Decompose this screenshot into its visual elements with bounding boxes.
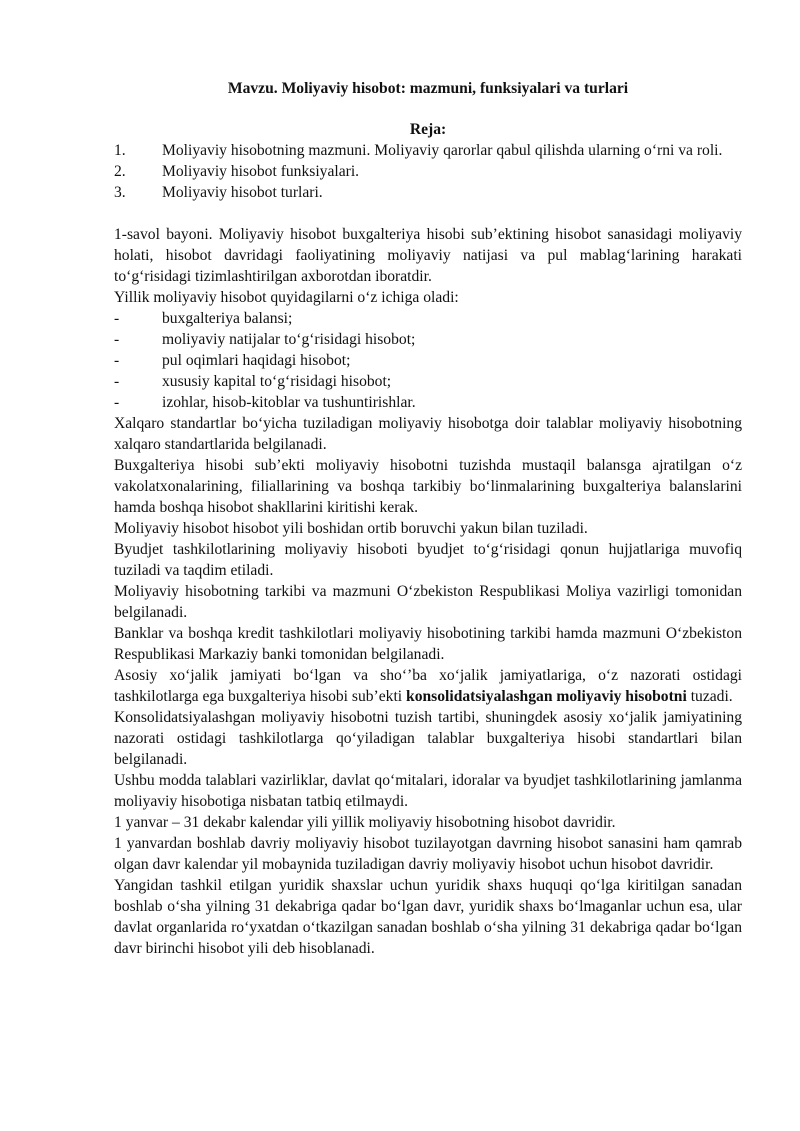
list-item-text: moliyaviy natijalar to‘g‘risidagi hisobot; xyxy=(162,331,416,348)
list-item xyxy=(114,392,742,413)
paragraph: 1-savol bayoni. Moliyaviy hisobot buxgalteriya hisobi sub’ektining hisobot sanasidagi moliyaviy holati, hisobot davridagi faoliyatining moliyaviy natijasi va pul mablag‘larining harakati to‘g‘risidagi tizimlashtirilgan axborotdan iboratdir. xyxy=(114,226,742,285)
plan-item-3 xyxy=(114,182,742,203)
list-item-text: xususiy kapital to‘g‘risidagi hisobot; xyxy=(162,373,392,390)
paragraph: Byudjet tashkilotlarining moliyaviy hisoboti byudjet to‘g‘risidagi qonun hujjatlariga muvofiq tuziladi va taqdim etiladi. xyxy=(114,541,742,579)
paragraph: Yangidan tashkil etilgan yuridik shaxslar uchun yuridik shaxs huquqi qo‘lga kiritilgan sanadan boshlab o‘sha yilning 31 dekabriga qadar bo‘lgan davr, yuridik shaxs bo‘lmaganlar uchun esa, ular davlat organlarida ro‘yxatdan o‘tkazilgan sanadan boshlab o‘sha yilning 31 dekabriga qadar bo‘lgan davr birinchi hisobot yili deb hisoblanadi. xyxy=(114,877,742,957)
paragraph: 1 yanvar – 31 dekabr kalendar yili yillik moliyaviy hisobotning hisobot davridir. xyxy=(114,814,616,831)
paragraph: Yillik moliyaviy hisobot quyidagilarni o‘z ichiga oladi: xyxy=(114,289,459,306)
plan-item-number: 3. xyxy=(114,184,126,201)
plan-item-text: Moliyaviy hisobot funksiyalari. xyxy=(162,163,360,180)
plan-heading: Reja: xyxy=(409,121,447,138)
list-item-text: izohlar, hisob-kitoblar va tushuntirishlar. xyxy=(162,394,416,411)
paragraph-text: Asosiy xo‘jalik jamiyati bo‘lgan va sho‘’ba xo‘jalik jamiyatlariga, o‘z nazorati ostidagi tashkilotlarga ega buxgalteriya hisobi sub’ekti xyxy=(114,667,742,705)
plan-item-1 xyxy=(114,140,742,161)
list-item-text: pul oqimlari haqidagi hisobot; xyxy=(162,352,351,369)
list-dash: - xyxy=(114,331,120,348)
bold-term: konsolidatsiyalashgan moliyaviy hisobotni xyxy=(406,688,687,705)
list-item xyxy=(114,329,742,350)
paragraph: Moliyaviy hisobotning tarkibi va mazmuni O‘zbekiston Respublikasi Moliya vazirligi tomonidan belgilanadi. xyxy=(114,583,742,621)
paragraph: Ushbu modda talablari vazirliklar, davlat qo‘mitalari, idoralar va byudjet tashkilotlarining jamlanma moliyaviy hisobotiga nisbatan tatbiq etilmaydi. xyxy=(114,772,742,810)
paragraph: Xalqaro standartlar bo‘yicha tuziladigan moliyaviy hisobotga doir talablar moliyaviy hisobotning xalqaro standartlarida belgilanadi. xyxy=(114,415,742,453)
list-dash: - xyxy=(114,310,120,327)
document-page xyxy=(114,78,742,959)
plan-item-text: Moliyaviy hisobot turlari. xyxy=(162,184,323,201)
paragraph: 1 yanvardan boshlab davriy moliyaviy hisobot tuzilayotgan davrning hisobot sanasini ham qamrab olgan davr kalendar yil mobaynida tuziladigan davriy moliyaviy hisobot uchun hisobot davridir. xyxy=(114,835,742,873)
plan-item-number: 1. xyxy=(114,142,126,159)
plan-item-2 xyxy=(114,161,742,182)
paragraph: Moliyaviy hisobot hisobot yili boshidan ortib boruvchi yakun bilan tuziladi. xyxy=(114,520,588,537)
paragraph: Buxgalteriya hisobi sub’ekti moliyaviy hisobotni tuzishda mustaqil balansga ajratilgan o‘z vakolatxonalarining, filiallarining va boshqa tarkibiy bo‘linmalarining buxgalteriya balanslarini hamda boshqa hisobot shakllarini kiritishi kerak. xyxy=(114,457,742,516)
list-item xyxy=(114,371,742,392)
list-item-text: buxgalteriya balansi; xyxy=(162,310,293,327)
spacer xyxy=(114,203,742,224)
list-item xyxy=(114,308,742,329)
paragraph-text: tuzadi. xyxy=(686,688,733,705)
list-dash: - xyxy=(114,373,120,390)
paragraph xyxy=(114,665,742,707)
plan-item-text: Moliyaviy hisobotning mazmuni. Moliyaviy qarorlar qabul qilishda ularning o‘rni va roli. xyxy=(162,142,723,159)
list-item xyxy=(114,350,742,371)
paragraph: Banklar va boshqa kredit tashkilotlari moliyaviy hisobotining tarkibi hamda mazmuni O‘zbekiston Respublikasi Markaziy banki tomonidan belgilanadi. xyxy=(114,625,742,663)
plan-item-number: 2. xyxy=(114,163,126,180)
list-dash: - xyxy=(114,394,120,411)
paragraph: Konsolidatsiyalashgan moliyaviy hisobotni tuzish tartibi, shuningdek asosiy xo‘jalik jamiyatining nazorati ostidagi tashkilotlarga qo‘yiladigan talablar buxgalteriya hisobi standartlari bilan belgilanadi. xyxy=(114,709,742,768)
list-dash: - xyxy=(114,352,120,369)
page-title: Mavzu. Moliyaviy hisobot: mazmuni, funksiyalari va turlari xyxy=(227,80,629,97)
